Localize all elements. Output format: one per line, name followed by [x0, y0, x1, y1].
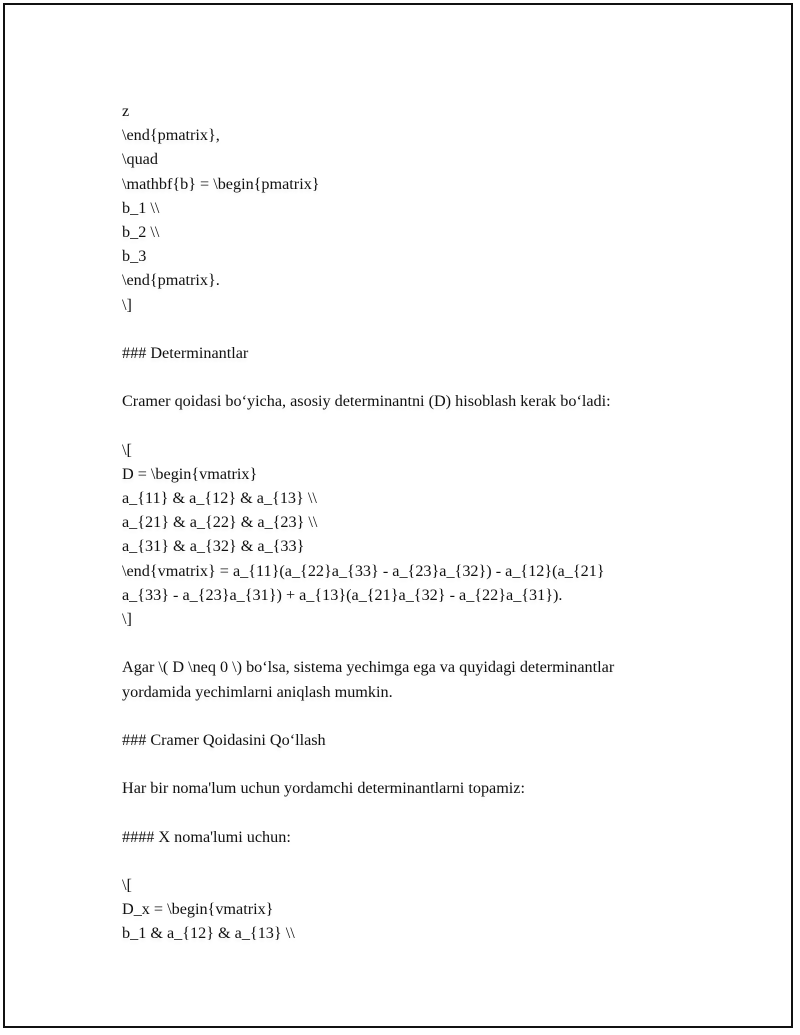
- text-line: \]: [122, 609, 132, 628]
- text-line: a_{33} - a_{23}a_{31}) + a_{13}(a_{21}a_{32} - a_{22}a_{31}).: [122, 585, 563, 604]
- blank-line: [122, 317, 722, 341]
- paragraph-line: yordamida yechimlarni aniqlash mumkin.: [122, 682, 393, 701]
- blank-line: [122, 413, 722, 437]
- blank-line: [122, 752, 722, 776]
- text-line: \[: [122, 876, 132, 894]
- text-line: a_{11} & a_{12} & a_{13} \\: [122, 489, 317, 507]
- text-line: \end{vmatrix} = a_{11}(a_{22}a_{33} - a_{23}a_{32}) - a_{12}(a_{21}: [122, 561, 605, 580]
- document-body: [122, 99, 722, 946]
- blank-line: [122, 365, 722, 389]
- text-line: \end{pmatrix},: [122, 126, 220, 145]
- section-heading: ### Determinantlar: [122, 343, 249, 362]
- text-line: D = \begin{vmatrix}: [122, 464, 258, 483]
- text-line: b_1 & a_{12} & a_{13} \\: [122, 924, 295, 943]
- blank-line: [122, 849, 722, 873]
- blank-line: [122, 631, 722, 655]
- text-line: \mathbf{b} = \begin{pmatrix}: [122, 174, 320, 193]
- text-line: a_{21} & a_{22} & a_{23} \\: [122, 513, 318, 532]
- text-line: z: [122, 102, 130, 120]
- blank-line: [122, 704, 722, 728]
- text-line: \end{pmatrix}.: [122, 271, 220, 290]
- paragraph-line: Cramer qoidasi bo‘yicha, asosiy determinantni (D) hisoblash kerak bo‘ladi:: [122, 392, 611, 411]
- subsection-heading: #### X noma'lumi uchun:: [122, 827, 291, 846]
- text-line: b_1 \\: [122, 198, 160, 217]
- section-heading: ### Cramer Qoidasini Qo‘llash: [122, 730, 326, 749]
- text-line: D_x = \begin{vmatrix}: [122, 900, 274, 919]
- paragraph-line: Agar \( D \neq 0 \) bo‘lsa, sistema yechimga ega va quyidagi determinantlar: [122, 658, 615, 677]
- text-line: b_3: [122, 247, 147, 266]
- blank-line: [122, 800, 722, 824]
- document-page: [3, 3, 793, 1028]
- text-line: \]: [122, 295, 132, 314]
- paragraph-line: Har bir noma'lum uchun yordamchi determinantlarni topamiz:: [122, 779, 525, 798]
- text-line: a_{31} & a_{32} & a_{33}: [122, 537, 305, 556]
- text-line: b_2 \\: [122, 222, 160, 241]
- text-line: \quad: [122, 150, 158, 169]
- text-line: \[: [122, 440, 132, 459]
